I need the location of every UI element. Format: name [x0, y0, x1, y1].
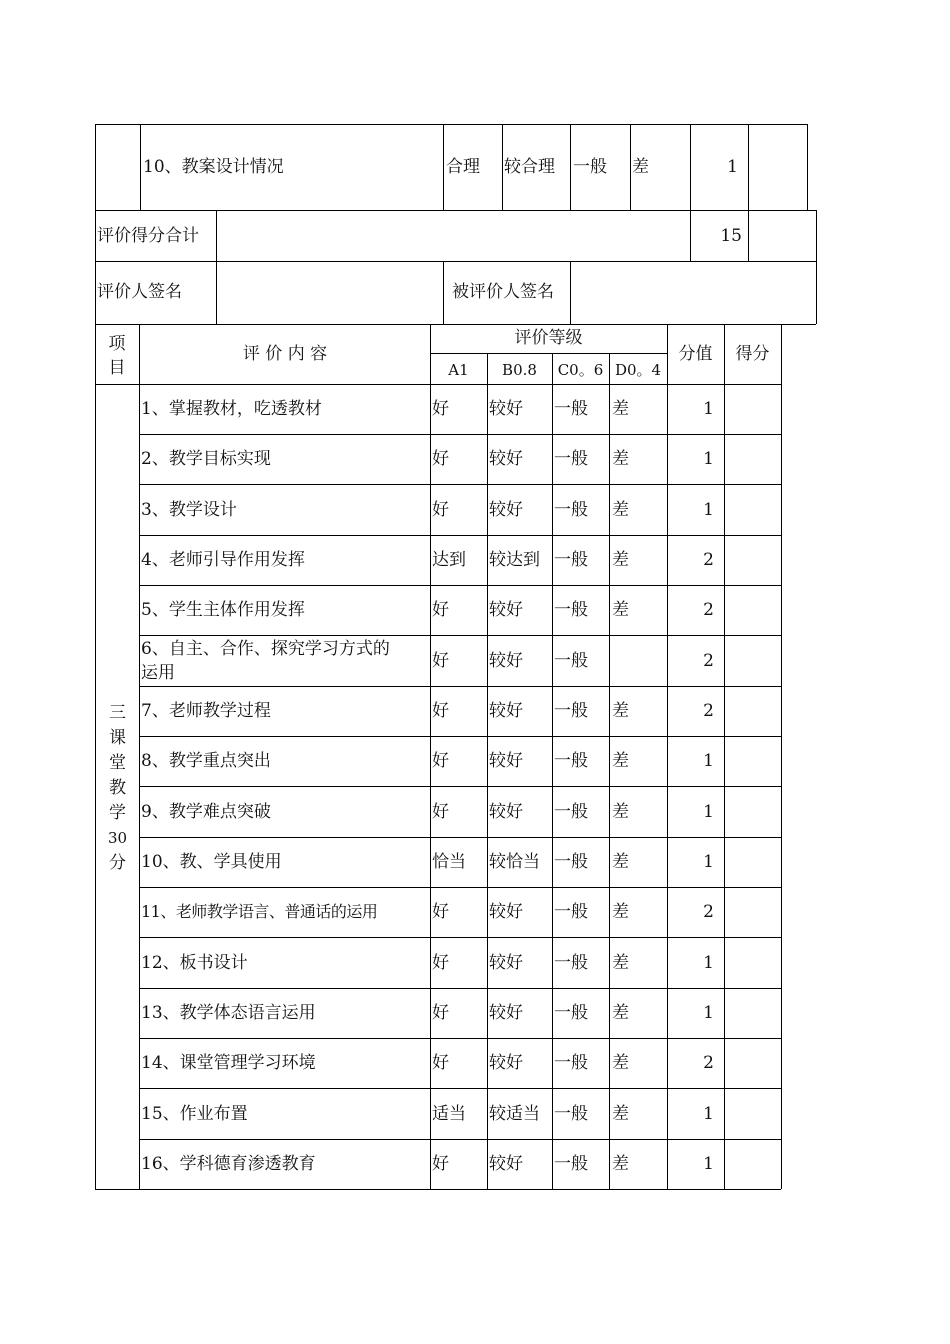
row-grade-a: 好 — [432, 399, 449, 419]
row-grade-d: 差 — [612, 1003, 629, 1023]
row-value: 1 — [703, 852, 714, 872]
row-grade-c: 一般 — [554, 399, 588, 419]
row-grade-a: 好 — [432, 500, 449, 520]
row-grade-c: 一般 — [554, 953, 588, 973]
row-value: 1 — [703, 802, 714, 822]
header-grade-a: A1 — [448, 361, 469, 379]
row-grade-c: 一般 — [554, 1053, 588, 1073]
row-value: 1 — [703, 1003, 714, 1023]
section-char: 三 — [109, 703, 126, 723]
row10-score: 1 — [727, 157, 738, 177]
row-grade-c: 一般 — [554, 1154, 588, 1174]
header-grade-b: B0.8 — [502, 361, 537, 379]
row-grade-b: 较好 — [489, 1003, 523, 1023]
header-value: 分值 — [678, 344, 713, 364]
row-grade-b: 较好 — [489, 1154, 523, 1174]
row-content: 15、作业布置 — [141, 1104, 248, 1124]
row-grade-b: 较好 — [489, 449, 523, 469]
row-grade-a: 好 — [432, 1154, 449, 1174]
row-grade-d: 差 — [612, 1154, 629, 1174]
evaluator-signature-label: 评价人签名 — [97, 282, 182, 302]
row-grade-b: 较好 — [489, 399, 523, 419]
row-grade-b: 较好 — [489, 1053, 523, 1073]
row-content: 11、老师教学语言、普通话的运用 — [141, 902, 378, 921]
row-grade-b: 较适当 — [489, 1104, 540, 1124]
row-grade-a: 适当 — [432, 1104, 466, 1124]
section-char: 课 — [109, 728, 126, 748]
row-grade-c: 一般 — [554, 701, 588, 721]
row-value: 1 — [703, 1154, 714, 1174]
row-grade-a: 好 — [432, 1053, 449, 1073]
row-value: 1 — [703, 751, 714, 771]
header-content: 评 价 内 容 — [242, 344, 328, 364]
row-grade-d: 差 — [612, 1104, 629, 1124]
row-grade-c: 一般 — [554, 902, 588, 922]
row-grade-c: 一般 — [554, 1104, 588, 1124]
row-grade-b: 较好 — [489, 600, 523, 620]
row-grade-d: 差 — [612, 1053, 629, 1073]
row-grade-d: 差 — [612, 500, 629, 520]
row-content: 7、老师教学过程 — [141, 701, 271, 721]
row-grade-c: 一般 — [554, 600, 588, 620]
row-grade-d: 差 — [612, 701, 629, 721]
row-grade-a: 好 — [432, 449, 449, 469]
row-grade-d: 差 — [612, 953, 629, 973]
row-grade-b: 较好 — [489, 701, 523, 721]
row-value: 1 — [703, 1104, 714, 1124]
row-grade-d: 差 — [612, 902, 629, 922]
row-grade-c: 一般 — [554, 802, 588, 822]
row-grade-a: 好 — [432, 701, 449, 721]
row-grade-a: 好 — [432, 751, 449, 771]
row-grade-a: 好 — [432, 1003, 449, 1023]
row-value: 2 — [703, 701, 714, 721]
header-grade-c: C0。6 — [557, 361, 604, 379]
row10-grade-a: 合理 — [446, 157, 480, 177]
header-grade: 评价等级 — [514, 328, 583, 348]
row-grade-d: 差 — [612, 852, 629, 872]
row-grade-c: 一般 — [554, 852, 588, 872]
row10-grade-d: 差 — [632, 157, 649, 177]
row10-grade-c: 一般 — [573, 157, 607, 177]
section-label — [96, 701, 139, 876]
section-char: 学 — [109, 803, 126, 823]
row-content: 9、教学难点突破 — [141, 802, 271, 822]
row-grade-a: 达到 — [432, 550, 466, 570]
row-grade-d: 差 — [612, 751, 629, 771]
row-value: 2 — [703, 651, 714, 671]
evaluatee-signature-label: 被评价人签名 — [452, 282, 554, 302]
row-grade-a: 好 — [432, 902, 449, 922]
row-grade-b: 较恰当 — [489, 852, 540, 872]
row-value: 1 — [703, 953, 714, 973]
row-grade-c: 一般 — [554, 550, 588, 570]
row-value: 2 — [703, 550, 714, 570]
row-content: 14、课堂管理学习环境 — [141, 1053, 316, 1073]
row10-content: 10、教案设计情况 — [143, 157, 284, 177]
row-content: 3、教学设计 — [141, 500, 237, 520]
row-value: 2 — [703, 1053, 714, 1073]
row-grade-c: 一般 — [554, 751, 588, 771]
header-item: 项目 — [108, 334, 126, 378]
row-grade-a: 好 — [432, 600, 449, 620]
row-grade-c: 一般 — [554, 449, 588, 469]
section-char: 30 — [107, 829, 128, 847]
row-value: 1 — [703, 500, 714, 520]
row-grade-b: 较好 — [489, 500, 523, 520]
total-score-label: 评价得分合计 — [97, 226, 199, 246]
row-grade-d: 差 — [612, 550, 629, 570]
row-content: 16、学科德育渗透教育 — [141, 1154, 316, 1174]
row-content: 5、学生主体作用发挥 — [141, 600, 305, 620]
section-char: 堂 — [109, 753, 126, 773]
section-char: 分 — [109, 853, 126, 873]
section-char: 教 — [109, 778, 126, 798]
row-grade-c: 一般 — [554, 1003, 588, 1023]
row-grade-c: 一般 — [554, 500, 588, 520]
row-grade-b: 较好 — [489, 953, 523, 973]
row-content: 10、教、学具使用 — [141, 852, 282, 872]
row-content: 4、老师引导作用发挥 — [141, 550, 305, 570]
row-grade-b: 较好 — [489, 751, 523, 771]
row-content-line2: 运用 — [141, 663, 175, 683]
header-score: 得分 — [735, 344, 770, 364]
row-value: 1 — [703, 399, 714, 419]
row-value: 2 — [703, 902, 714, 922]
row-content: 8、教学重点突出 — [141, 751, 271, 771]
row-grade-a: 好 — [432, 953, 449, 973]
header-grade-d: D0。4 — [614, 361, 662, 379]
row-content-line1: 6、自主、合作、探究学习方式的 — [141, 639, 390, 659]
total-score-value: 15 — [720, 226, 742, 246]
row-grade-a: 好 — [432, 651, 449, 671]
row-content: 2、教学目标实现 — [141, 449, 271, 469]
row-grade-b: 较好 — [489, 902, 523, 922]
row-grade-b: 较好 — [489, 802, 523, 822]
row-grade-d: 差 — [612, 802, 629, 822]
row-content: 12、板书设计 — [141, 953, 248, 973]
row-grade-a: 恰当 — [432, 852, 466, 872]
row-grade-b: 较达到 — [489, 550, 540, 570]
row-grade-d: 差 — [612, 399, 629, 419]
row-grade-d: 差 — [612, 600, 629, 620]
row-grade-b: 较好 — [489, 651, 523, 671]
row10-grade-b: 较合理 — [504, 157, 555, 177]
row-value: 1 — [703, 449, 714, 469]
row-grade-c: 一般 — [554, 651, 588, 671]
row-content: 13、教学体态语言运用 — [141, 1003, 316, 1023]
row-grade-d: 差 — [612, 449, 629, 469]
row-grade-a: 好 — [432, 802, 449, 822]
row-value: 2 — [703, 600, 714, 620]
row-content: 1、掌握教材，吃透教材 — [141, 399, 322, 419]
